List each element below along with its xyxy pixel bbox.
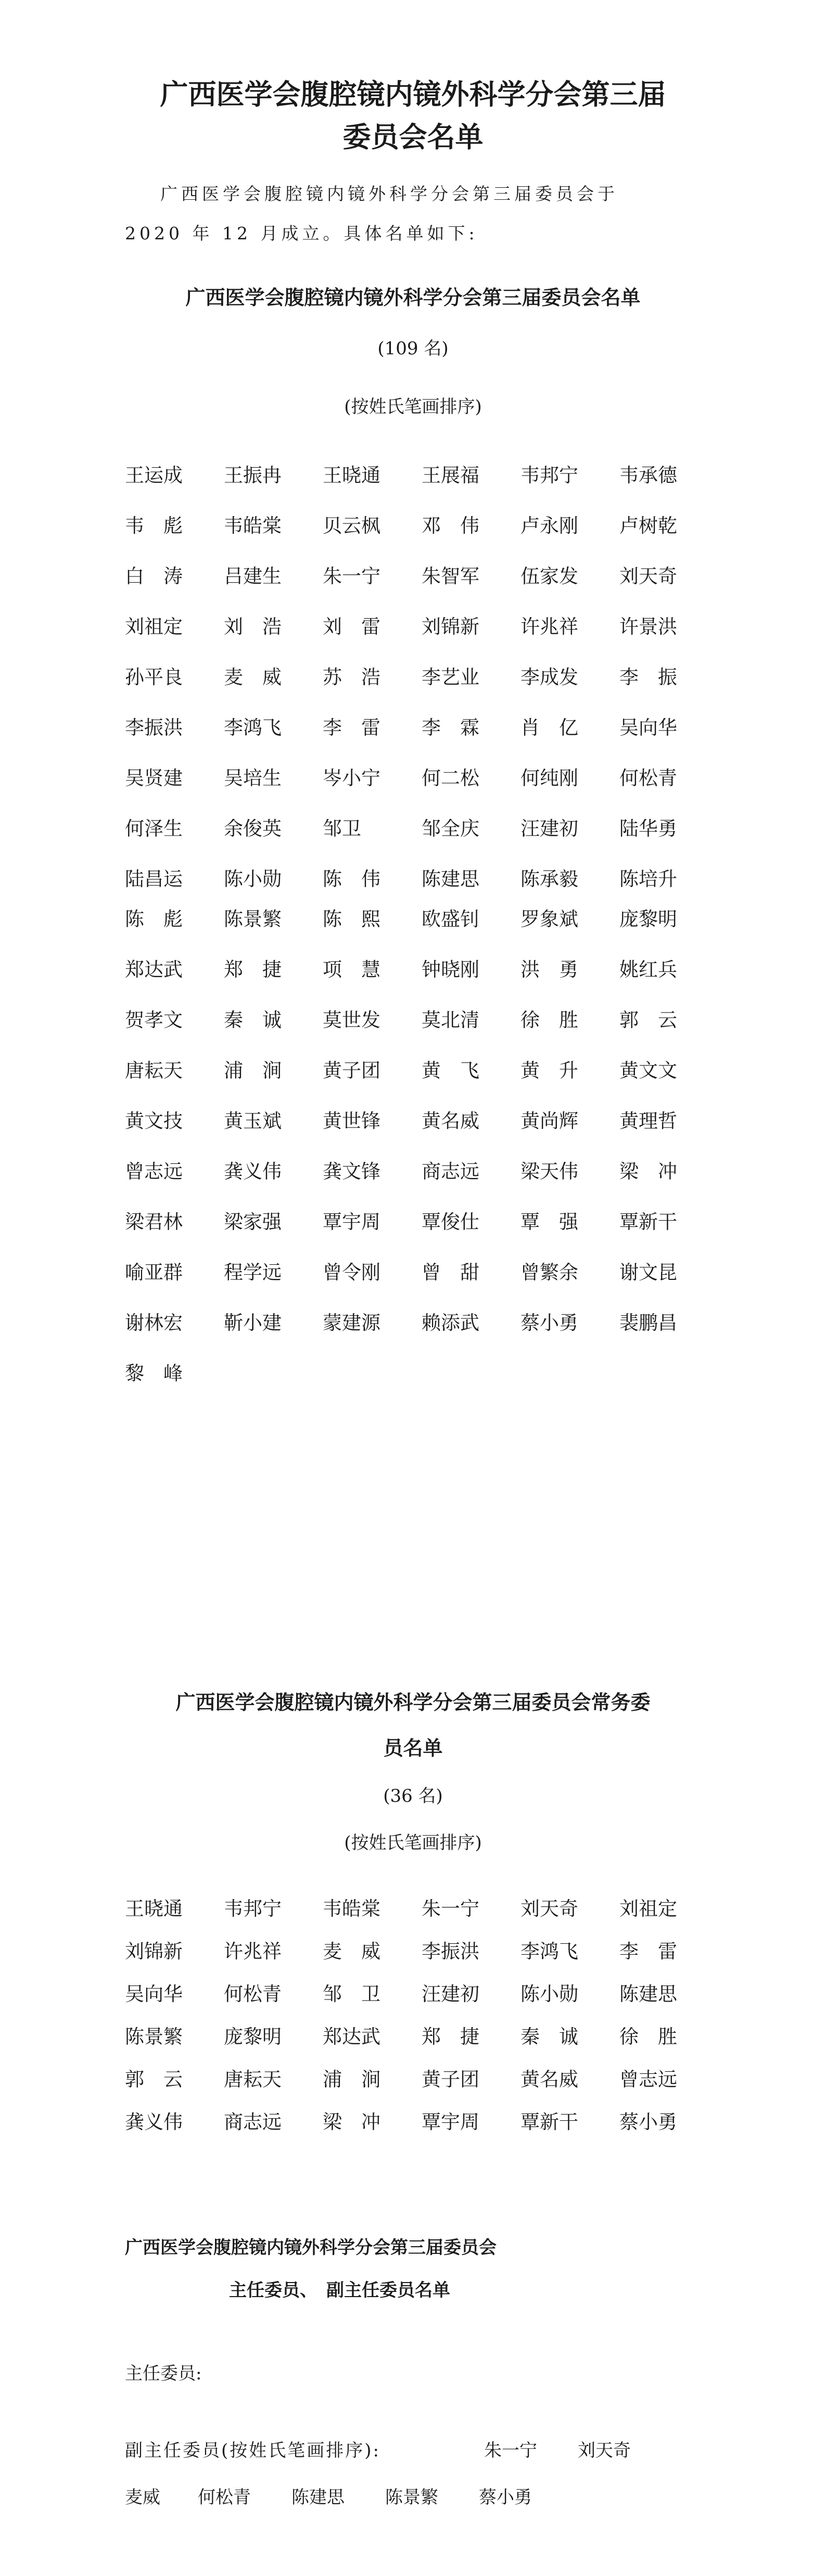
- member-name: 郑 捷: [422, 2026, 479, 2048]
- standing-committee-heading-line-2: 员名单: [383, 1737, 443, 1760]
- member-name: 朱智军: [422, 565, 479, 587]
- member-name: 郭 云: [619, 1009, 677, 1031]
- member-name: 曾令刚: [323, 1261, 380, 1284]
- member-name: 吕建生: [224, 565, 282, 587]
- member-name: 韦皓棠: [323, 1898, 380, 1920]
- member-name: 何纯刚: [520, 767, 578, 789]
- member-name: 曾繁余: [520, 1261, 578, 1284]
- member-name: 陈景繁: [125, 2026, 183, 2048]
- member-name: 覃宇周: [422, 2111, 479, 2133]
- member-name: 徐 胜: [520, 1009, 578, 1031]
- member-name: 喻亚群: [125, 1261, 183, 1284]
- member-name: 王运成: [125, 464, 183, 486]
- member-name: 浦 涧: [224, 1059, 282, 1082]
- member-name: 李 霖: [422, 716, 479, 739]
- member-name: 刘天奇: [520, 1898, 578, 1920]
- member-name: 黎 峰: [125, 1362, 183, 1385]
- member-name: 王晓通: [323, 464, 380, 486]
- member-name: 韦邦宁: [224, 1898, 282, 1920]
- committee-count: (109 名): [377, 338, 449, 359]
- member-name: 李鸿飞: [224, 716, 282, 739]
- member-name: 陈小勋: [520, 1983, 578, 2005]
- member-name: 李鸿飞: [520, 1940, 578, 1963]
- member-name: 梁家强: [224, 1211, 282, 1233]
- member-name: 曾志远: [125, 1160, 183, 1183]
- chair-label: 主任委员:: [125, 2363, 202, 2384]
- member-name: 李 雷: [323, 716, 380, 739]
- member-name: 覃新干: [619, 1211, 677, 1233]
- member-name: 刘祖定: [619, 1898, 677, 1920]
- member-name: 梁君林: [125, 1211, 183, 1233]
- member-name: 郑达武: [125, 958, 183, 981]
- member-name: 洪 勇: [520, 958, 578, 981]
- member-name: 吴培生: [224, 767, 282, 789]
- member-name: 李 振: [619, 666, 677, 688]
- member-name: 麦 威: [224, 666, 282, 688]
- member-name: 王展福: [422, 464, 479, 486]
- member-name: 何松青: [619, 767, 677, 789]
- member-name: 郑 捷: [224, 958, 282, 981]
- vice-chair-name: 朱一宁: [484, 2440, 537, 2461]
- member-name: 商志远: [422, 1160, 479, 1183]
- member-name: 罗象斌: [520, 908, 578, 930]
- member-name: 汪建初: [520, 817, 578, 840]
- member-name: 陈 熙: [323, 908, 380, 930]
- member-name: 黄理哲: [619, 1110, 677, 1132]
- vice-chair-label: 副主任委员(按姓氏笔画排序):: [125, 2440, 380, 2461]
- member-name: 谢文昆: [619, 1261, 677, 1284]
- member-name: 覃新干: [520, 2111, 578, 2133]
- member-name: 裴鹏昌: [619, 1312, 677, 1334]
- member-name: 王晓通: [125, 1898, 183, 1920]
- member-name: 伍家发: [520, 565, 578, 587]
- member-name: 商志远: [224, 2111, 282, 2133]
- member-name: 贝云枫: [323, 515, 380, 537]
- document-title-line-2: 委员会名单: [342, 121, 484, 153]
- member-name: 项 慧: [323, 958, 380, 981]
- member-name: 王振冉: [224, 464, 282, 486]
- member-name: 韦邦宁: [520, 464, 578, 486]
- member-name: 覃宇周: [323, 1211, 380, 1233]
- member-name: 邹卫: [323, 817, 361, 840]
- member-name: 秦 诚: [224, 1009, 282, 1031]
- member-name: 李 雷: [619, 1940, 677, 1963]
- member-name: 何松青: [224, 1983, 282, 2005]
- member-name: 蒙建源: [323, 1312, 380, 1334]
- member-name: 徐 胜: [619, 2026, 677, 2048]
- member-name: 吴向华: [125, 1983, 183, 2005]
- member-name: 庞黎明: [619, 908, 677, 930]
- member-name: 邹全庆: [422, 817, 479, 840]
- member-name: 许景洪: [619, 616, 677, 638]
- member-name: 韦 彪: [125, 515, 183, 537]
- member-name: 庞黎明: [224, 2026, 282, 2048]
- member-name: 何二松: [422, 767, 479, 789]
- member-name: 李艺业: [422, 666, 479, 688]
- standing-committee-order-note: (按姓氏笔画排序): [344, 1832, 482, 1853]
- member-name: 孙平良: [125, 666, 183, 688]
- member-name: 黄子团: [422, 2068, 479, 2091]
- member-name: 朱一宁: [422, 1898, 479, 1920]
- member-name: 黄名威: [422, 1110, 479, 1132]
- member-name: 何泽生: [125, 817, 183, 840]
- member-name: 陆昌运: [125, 868, 183, 890]
- member-name: 陈景繁: [224, 908, 282, 930]
- member-name: 陈 伟: [323, 868, 380, 890]
- member-name: 龚义伟: [224, 1160, 282, 1183]
- member-name: 程学远: [224, 1261, 282, 1284]
- member-name: 刘祖定: [125, 616, 183, 638]
- member-name: 唐耘天: [125, 1059, 183, 1082]
- member-name: 黄 飞: [422, 1059, 479, 1082]
- member-name: 刘 浩: [224, 616, 282, 638]
- member-name: 蔡小勇: [520, 1312, 578, 1334]
- member-name: 梁天伟: [520, 1160, 578, 1183]
- member-name: 许兆祥: [520, 616, 578, 638]
- member-name: 赖添武: [422, 1312, 479, 1334]
- member-name: 朱一宁: [323, 565, 380, 587]
- committee-order-note: (按姓氏笔画排序): [344, 396, 482, 417]
- member-name: 黄玉斌: [224, 1110, 282, 1132]
- member-name: 陈小勋: [224, 868, 282, 890]
- member-name: 黄尚辉: [520, 1110, 578, 1132]
- member-name: 郑达武: [323, 2026, 380, 2048]
- member-name: 麦 威: [323, 1940, 380, 1963]
- member-name: 岑小宁: [323, 767, 380, 789]
- member-name: 黄文技: [125, 1110, 183, 1132]
- vice-chair-name: 何松青: [198, 2487, 251, 2508]
- member-name: 梁 冲: [619, 1160, 677, 1183]
- member-name: 许兆祥: [224, 1940, 282, 1963]
- vice-chair-name: 麦威: [125, 2487, 160, 2508]
- leadership-heading-line-2: 主任委员、 副主任委员名单: [229, 2280, 450, 2301]
- member-name: 黄 升: [520, 1059, 578, 1082]
- member-name: 邹 卫: [323, 1983, 380, 2005]
- member-name: 梁 冲: [323, 2111, 380, 2133]
- member-name: 谢林宏: [125, 1312, 183, 1334]
- member-name: 刘 雷: [323, 616, 380, 638]
- member-name: 陈承毅: [520, 868, 578, 890]
- member-name: 肖 亿: [520, 716, 578, 739]
- committee-heading: 广西医学会腹腔镜内镜外科学分会第三届委员会名单: [185, 286, 641, 309]
- standing-committee-heading-line-1: 广西医学会腹腔镜内镜外科学分会第三届委员会常务委: [175, 1691, 651, 1714]
- member-name: 陈培升: [619, 868, 677, 890]
- member-name: 吴贤建: [125, 767, 183, 789]
- member-name: 李振洪: [422, 1940, 479, 1963]
- member-name: 覃 强: [520, 1211, 578, 1233]
- member-name: 曾 甜: [422, 1261, 479, 1284]
- member-name: 余俊英: [224, 817, 282, 840]
- member-name: 黄子团: [323, 1059, 380, 1082]
- member-name: 黄文文: [619, 1059, 677, 1082]
- member-name: 莫世发: [323, 1009, 380, 1031]
- member-name: 卢永刚: [520, 515, 578, 537]
- member-name: 陈建思: [422, 868, 479, 890]
- member-name: 黄名威: [520, 2068, 578, 2091]
- member-name: 韦皓棠: [224, 515, 282, 537]
- member-name: 靳小建: [224, 1312, 282, 1334]
- member-name: 白 涛: [125, 565, 183, 587]
- member-name: 陈建思: [619, 1983, 677, 2005]
- member-name: 李成发: [520, 666, 578, 688]
- standing-committee-count: (36 名): [383, 1786, 443, 1806]
- member-name: 莫北清: [422, 1009, 479, 1031]
- member-name: 汪建初: [422, 1983, 479, 2005]
- member-name: 欧盛钊: [422, 908, 479, 930]
- member-name: 龚文锋: [323, 1160, 380, 1183]
- member-name: 覃俊仕: [422, 1211, 479, 1233]
- member-name: 浦 涧: [323, 2068, 380, 2091]
- document-title-line-1: 广西医学会腹腔镜内镜外科学分会第三届: [160, 78, 666, 111]
- vice-chair-name: 刘天奇: [578, 2440, 631, 2461]
- member-name: 韦承德: [619, 464, 677, 486]
- vice-chair-name: 陈景繁: [385, 2487, 438, 2508]
- member-name: 刘锦新: [422, 616, 479, 638]
- member-name: 李振洪: [125, 716, 183, 739]
- member-name: 陈 彪: [125, 908, 183, 930]
- member-name: 姚红兵: [619, 958, 677, 981]
- member-name: 曾志远: [619, 2068, 677, 2091]
- member-name: 郭 云: [125, 2068, 183, 2091]
- member-name: 邓 伟: [422, 515, 479, 537]
- member-name: 卢树乾: [619, 515, 677, 537]
- member-name: 黄世锋: [323, 1110, 380, 1132]
- member-name: 唐耘天: [224, 2068, 282, 2091]
- intro-paragraph-line-1: 广西医学会腹腔镜内镜外科学分会第三届委员会于: [160, 184, 618, 204]
- member-name: 刘锦新: [125, 1940, 183, 1963]
- member-name: 刘天奇: [619, 565, 677, 587]
- member-name: 陆华勇: [619, 817, 677, 840]
- vice-chair-name: 陈建思: [291, 2487, 345, 2508]
- member-name: 龚义伟: [125, 2111, 183, 2133]
- member-name: 贺孝文: [125, 1009, 183, 1031]
- member-name: 蔡小勇: [619, 2111, 677, 2133]
- member-name: 钟晓刚: [422, 958, 479, 981]
- member-name: 苏 浩: [323, 666, 380, 688]
- leadership-heading-line-1: 广西医学会腹腔镜内镜外科学分会第三届委员会: [125, 2237, 497, 2258]
- member-name: 秦 诚: [520, 2026, 578, 2048]
- intro-paragraph-line-2: 2020 年 12 月成立。具体名单如下:: [125, 223, 478, 243]
- vice-chair-name: 蔡小勇: [479, 2487, 532, 2508]
- member-name: 吴向华: [619, 716, 677, 739]
